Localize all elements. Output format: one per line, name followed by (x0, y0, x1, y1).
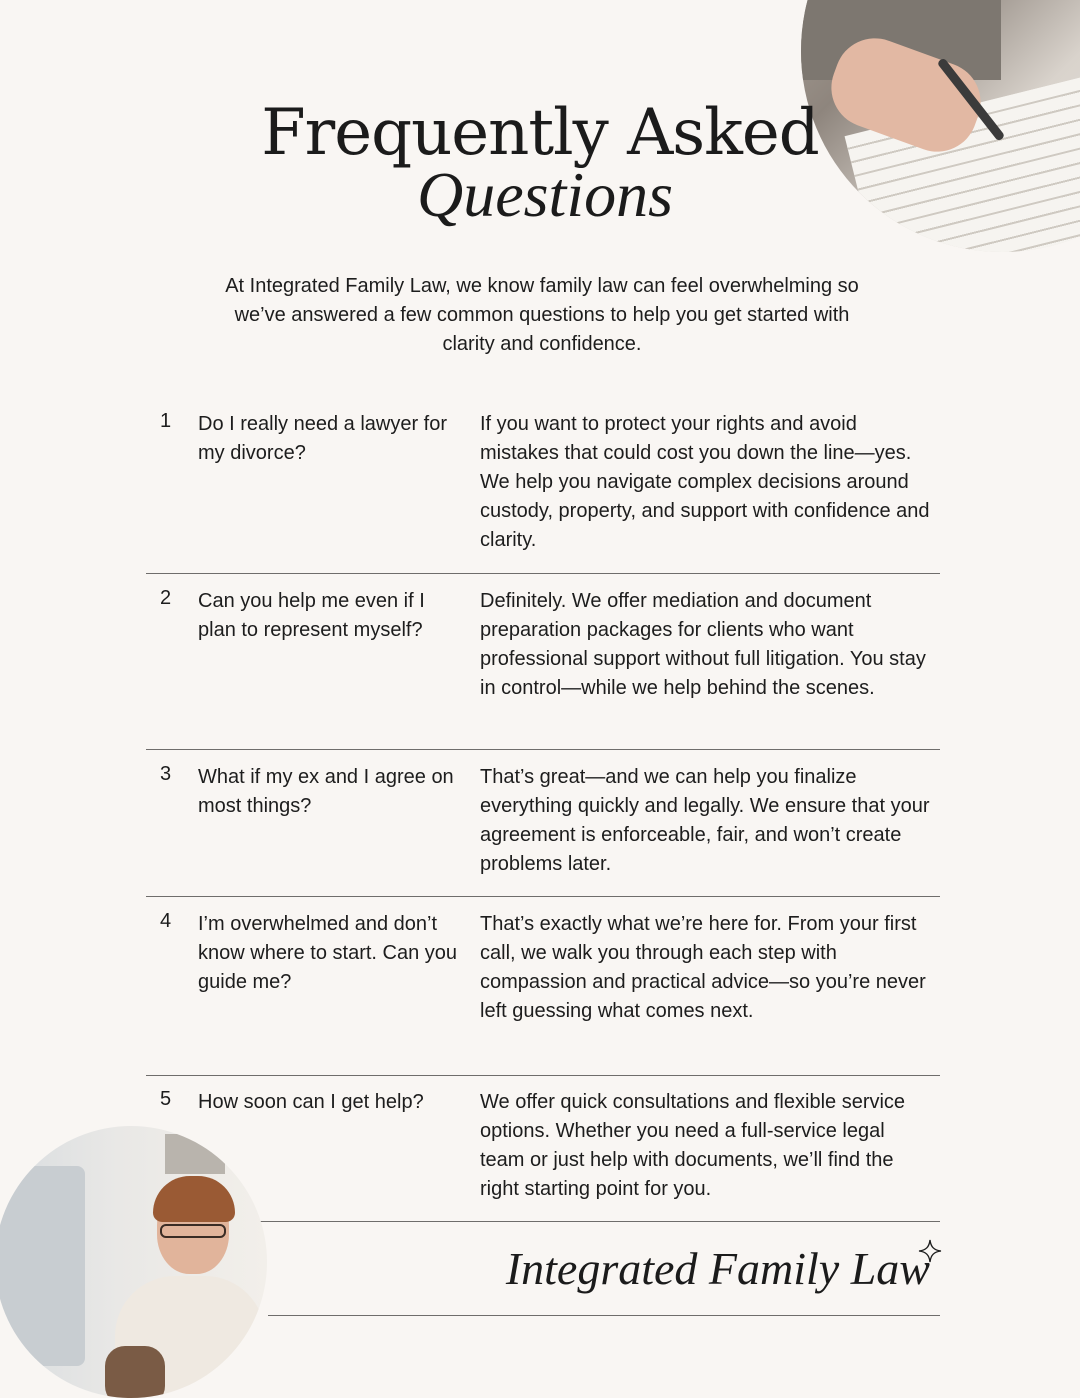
faq-item (146, 750, 940, 897)
faq-question: I’m overwhelmed and don’t know where to start. Can you guide me? (198, 913, 458, 993)
faq-question: Can you help me even if I plan to represent myself? (198, 590, 425, 641)
faq-item (146, 1076, 940, 1222)
page-title: Frequently Asked (261, 96, 819, 170)
faq-number: 5 (160, 1088, 172, 1110)
photo-monitor (0, 1166, 85, 1366)
faq-question: Do I really need a lawyer for my divorce? (198, 413, 448, 464)
faq-list (146, 405, 940, 1222)
faq-answer: Definitely. We offer mediation and document preparation packages for clients who want professional support without full litigation. You stay in control—while we help behind the scenes. (480, 590, 926, 699)
photo-sleeve (105, 1346, 165, 1398)
photo-shelf (165, 1134, 225, 1174)
intro-text: At Integrated Family Law, we know family law can feel overwhelming so we’ve answered a few common questions to help you get started with clarity and confidence. (225, 275, 859, 355)
footer-divider (268, 1315, 940, 1316)
photo-hair (153, 1176, 235, 1222)
faq-question: What if my ex and I agree on most things? (198, 766, 454, 817)
faq-answer: That’s great—and we can help you finalize everything quickly and legally. We ensure that your agreement is enforceable, fair, and won’t create problems later. (480, 766, 930, 875)
faq-number: 1 (160, 410, 172, 432)
faq-answer: That’s exactly what we’re here for. From your first call, we walk you through each step with compassion and practical advice—so you’re never left guessing what comes next. (480, 913, 926, 1022)
photo-glasses (160, 1224, 226, 1238)
faq-item (146, 405, 940, 574)
faq-number: 3 (160, 763, 172, 785)
brand-signature: Integrated Family Law (505, 1243, 930, 1294)
faq-number: 4 (160, 910, 172, 932)
faq-item (146, 897, 940, 1076)
page-title-script: Questions (417, 159, 673, 230)
faq-item (146, 574, 940, 750)
faq-number: 2 (160, 587, 172, 609)
sparkle-icon (918, 1239, 942, 1263)
faq-question: How soon can I get help? (198, 1091, 424, 1113)
faq-answer: If you want to protect your rights and avoid mistakes that could cost you down the line—yes. We help you navigate complex decisions around custody, property, and support with confidence and clarity. (480, 413, 930, 551)
photo-woman-at-desk (0, 1126, 267, 1398)
faq-answer: We offer quick consultations and flexible service options. Whether you need a full-service legal team or just help with documents, we’ll find the right starting point for you. (480, 1091, 906, 1200)
